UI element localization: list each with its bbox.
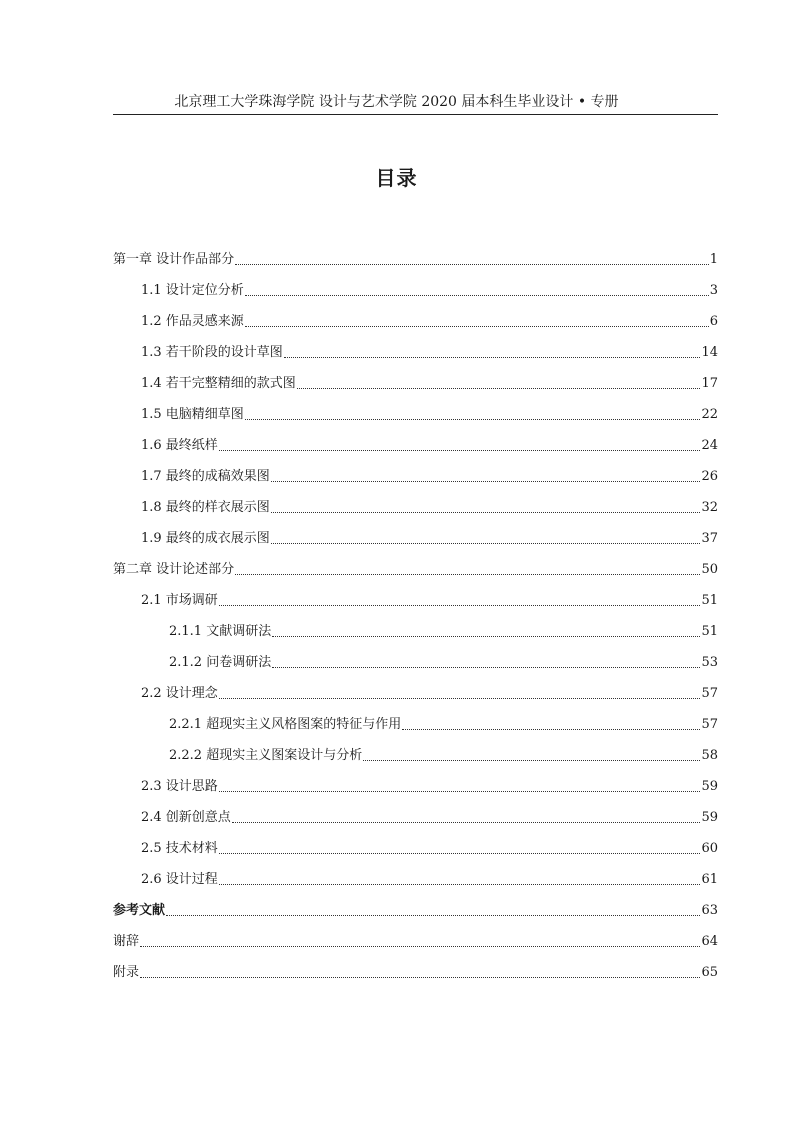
toc-entry-page-number: 6 xyxy=(709,314,718,329)
dot-leader xyxy=(166,915,700,916)
toc-entry[interactable] xyxy=(113,363,718,394)
toc-entry-label: 1.1 设计定位分析 xyxy=(141,283,244,298)
toc-entry-label: 2.4 创新创意点 xyxy=(141,810,231,825)
toc-entry[interactable] xyxy=(113,456,718,487)
toc-entry[interactable] xyxy=(113,487,718,518)
toc-entry-page-number: 58 xyxy=(701,748,718,763)
toc-entry-page-number: 14 xyxy=(701,345,718,360)
dot-leader xyxy=(297,388,701,389)
toc-entry-label: 第一章 设计作品部分 xyxy=(113,252,235,267)
dot-leader xyxy=(232,822,701,823)
toc-entry-page-number: 60 xyxy=(701,841,718,856)
toc-entry-page-number: 32 xyxy=(701,500,718,515)
dot-leader xyxy=(219,698,701,699)
dot-leader xyxy=(235,264,709,265)
toc-entry-label: 1.3 若干阶段的设计草图 xyxy=(141,345,283,360)
toc-entry-page-number: 26 xyxy=(701,469,718,484)
toc-entry-page-number: 22 xyxy=(701,407,718,422)
toc-entry-label: 1.2 作品灵感来源 xyxy=(141,314,244,329)
dot-leader xyxy=(271,481,701,482)
toc-entry-label: 2.1.2 问卷调研法 xyxy=(169,655,272,670)
toc-entry[interactable] xyxy=(113,642,718,673)
header-divider xyxy=(113,114,718,115)
toc-entry-label: 2.3 设计思路 xyxy=(141,779,218,794)
toc-entry-page-number: 59 xyxy=(701,810,718,825)
toc-entry[interactable] xyxy=(113,704,718,735)
toc-entry-label: 2.1 市场调研 xyxy=(141,593,218,608)
toc-entry[interactable] xyxy=(113,425,718,456)
toc-entry[interactable] xyxy=(113,735,718,766)
toc-entry-page-number: 51 xyxy=(701,593,718,608)
toc-entry-page-number: 59 xyxy=(701,779,718,794)
toc-entry[interactable] xyxy=(113,239,718,270)
dot-leader xyxy=(219,884,701,885)
toc-entry[interactable] xyxy=(113,611,718,642)
toc-entry-page-number: 3 xyxy=(709,283,718,298)
toc-entry[interactable] xyxy=(113,921,718,952)
toc-entry-page-number: 51 xyxy=(701,624,718,639)
toc-entry-label: 第二章 设计论述部分 xyxy=(113,562,235,577)
toc-entry[interactable] xyxy=(113,797,718,828)
dot-leader xyxy=(235,574,700,575)
toc-entry-page-number: 63 xyxy=(701,903,718,918)
toc-entry-label: 谢辞 xyxy=(113,934,140,949)
dot-leader xyxy=(272,667,700,668)
toc-entry-label: 2.5 技术材料 xyxy=(141,841,218,856)
page-title: 目录 xyxy=(375,166,418,190)
dot-leader xyxy=(140,946,700,947)
toc-entry[interactable] xyxy=(113,580,718,611)
dot-leader xyxy=(219,450,701,451)
toc-entry-page-number: 61 xyxy=(701,872,718,887)
dot-leader xyxy=(140,977,700,978)
running-header: 北京理工大学珠海学院 设计与艺术学院 2020 届本科生毕业设计 • 专册 xyxy=(174,94,619,110)
toc-entry[interactable] xyxy=(113,890,718,921)
toc-entry[interactable] xyxy=(113,952,718,983)
dot-leader xyxy=(219,853,701,854)
toc-entry[interactable] xyxy=(113,859,718,890)
table-of-contents xyxy=(113,239,718,983)
toc-entry-label: 2.6 设计过程 xyxy=(141,872,218,887)
toc-entry[interactable] xyxy=(113,828,718,859)
toc-entry-page-number: 1 xyxy=(709,252,718,267)
toc-entry[interactable] xyxy=(113,270,718,301)
dot-leader xyxy=(271,543,701,544)
toc-entry-label: 附录 xyxy=(113,965,140,980)
toc-entry-label: 1.6 最终纸样 xyxy=(141,438,218,453)
dot-leader xyxy=(271,512,701,513)
toc-entry-label: 2.2.2 超现实主义图案设计与分析 xyxy=(169,748,363,763)
toc-entry-page-number: 24 xyxy=(701,438,718,453)
toc-entry-label: 1.9 最终的成衣展示图 xyxy=(141,531,270,546)
toc-entry[interactable] xyxy=(113,332,718,363)
toc-entry-page-number: 57 xyxy=(701,717,718,732)
dot-leader xyxy=(245,419,701,420)
toc-entry[interactable] xyxy=(113,394,718,425)
toc-entry-page-number: 65 xyxy=(701,965,718,980)
dot-leader xyxy=(219,605,701,606)
toc-entry-page-number: 50 xyxy=(701,562,718,577)
toc-entry[interactable] xyxy=(113,673,718,704)
toc-entry-page-number: 64 xyxy=(701,934,718,949)
toc-entry-label: 2.2 设计理念 xyxy=(141,686,218,701)
dot-leader xyxy=(284,357,701,358)
dot-leader xyxy=(402,729,700,730)
dot-leader xyxy=(272,636,700,637)
dot-leader xyxy=(363,760,700,761)
toc-entry-label: 2.1.1 文献调研法 xyxy=(169,624,272,639)
toc-entry-label: 2.2.1 超现实主义风格图案的特征与作用 xyxy=(169,717,402,732)
toc-entry-page-number: 57 xyxy=(701,686,718,701)
dot-leader xyxy=(219,791,701,792)
toc-entry-page-number: 53 xyxy=(701,655,718,670)
toc-entry-label: 参考文献 xyxy=(113,903,166,918)
toc-entry[interactable] xyxy=(113,766,718,797)
dot-leader xyxy=(245,295,709,296)
toc-entry-label: 1.4 若干完整精细的款式图 xyxy=(141,376,296,391)
toc-entry[interactable] xyxy=(113,301,718,332)
toc-entry-page-number: 37 xyxy=(701,531,718,546)
toc-entry-label: 1.8 最终的样衣展示图 xyxy=(141,500,270,515)
dot-leader xyxy=(245,326,709,327)
toc-entry-label: 1.5 电脑精细草图 xyxy=(141,407,244,422)
toc-entry[interactable] xyxy=(113,518,718,549)
toc-entry-label: 1.7 最终的成稿效果图 xyxy=(141,469,270,484)
toc-entry-page-number: 17 xyxy=(701,376,718,391)
toc-entry[interactable] xyxy=(113,549,718,580)
